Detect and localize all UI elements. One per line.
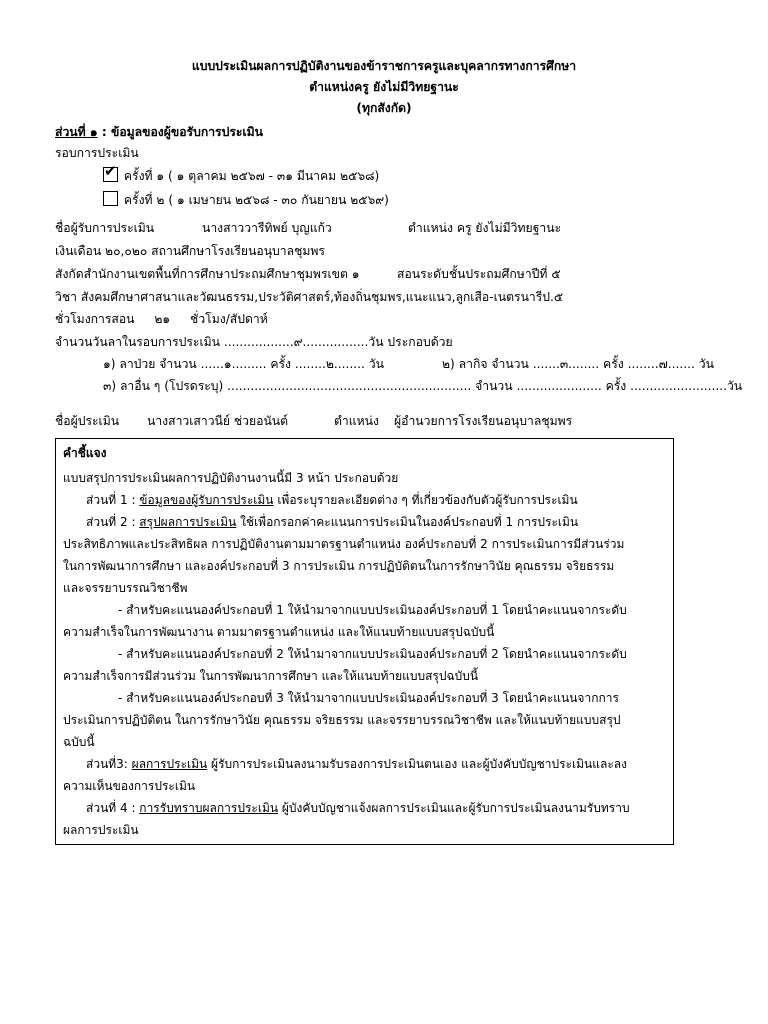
round1-text: ครั้งที่ ๑ ( ๑ ตุลาคม ๒๕๖๗ - ๓๑ มีนาคม ๒๕๖๘): [123, 169, 380, 183]
round2-checkbox[interactable]: [103, 191, 118, 206]
part2-prefix: ส่วนที่ 2 :: [86, 515, 140, 529]
round2-row: [103, 191, 389, 208]
bullet1-line-2: ความสำเร็จในการพัฒนางาน ตามมาตรฐานตำแหน่ง และให้แนบท้ายแบบสรุปฉบับนี้: [63, 625, 495, 639]
part3-line: [86, 756, 627, 772]
affiliation-line: สังกัดสำนักงานเขตพื้นที่การศึกษาประถมศึกษาชุมพรเขต ๑: [55, 267, 360, 281]
position-label: ตำแหน่ง: [408, 221, 453, 235]
round2-text: ครั้งที่ ๒ ( ๑ เมษายน ๒๕๖๘ - ๓๐ กันยายน ๒๕๖๙): [123, 193, 389, 207]
hours-unit: ชั่วโมง/สัปดาห์: [190, 312, 268, 326]
evaluatee-position: [408, 220, 561, 236]
part1-desc: เพื่อระบุรายละเอียดต่าง ๆ ที่เกี่ยวข้องกับตัวผู้รับการประเมิน: [273, 493, 578, 507]
section1-heading: [55, 124, 263, 140]
bullet2-line-2: ความสำเร็จการมีส่วนร่วม ในการพัฒนาการศึกษา และให้แนบท้ายแบบสรุปฉบับนี้: [63, 669, 479, 683]
round1-row: [103, 167, 379, 184]
part4-prefix: ส่วนที่ 4 :: [86, 801, 140, 815]
evaluator-name: นางสาวเสาวนีย์ ช่วยอนันต์: [147, 414, 289, 428]
hours-label: ชั่วโมงการสอน: [55, 312, 135, 326]
part3-desc: ผู้รับการประเมินลงนามรับรองการประเมินตนเอง และผู้บังคับบัญชาประเมินและลง: [207, 757, 627, 771]
position-value: ครู ยังไม่มีวิทยฐานะ: [456, 221, 562, 235]
instructions-intro: แบบสรุปการประเมินผลการปฏิบัติงานงานนี้มี 3 หน้า ประกอบด้วย: [63, 471, 399, 485]
part2-line: [86, 514, 578, 530]
document-position: ตำแหน่งครู ยังไม่มีวิทยฐานะ: [309, 80, 459, 94]
part4-title: การรับทราบผลการประเมิน: [139, 801, 279, 815]
section1-heading-label: ส่วนที่ ๑: [55, 125, 98, 139]
bullet1-line-1: - สำหรับคะแนนองค์ประกอบที่ 1 ให้นำมาจากแบบประเมินองค์ประกอบที่ 1 โดยนำคะแนนจากระดับ: [118, 603, 627, 617]
teaching-hours-line: [55, 311, 268, 327]
document-scope: (ทุกสังกัด): [356, 101, 412, 115]
part2-line-3: ในการพัฒนาการศึกษา และองค์ประกอบที่ 3 การประเมิน การปฏิบัติตนในการรักษาวินัย คุณธรรม จริยธรรม: [63, 559, 615, 573]
part4-desc: ผู้บังคับบัญชาแจ้งผลการประเมินและผู้รับการประเมินลงนามรับทราบ: [278, 801, 630, 815]
instructions-box: [55, 438, 674, 845]
bullet2-line-1: - สำหรับคะแนนองค์ประกอบที่ 2 ให้นำมาจากแบบประเมินองค์ประกอบที่ 2 โดยนำคะแนนจากระดับ: [118, 647, 627, 661]
evaluator-label: ชื่อผู้ประเมิน: [55, 414, 120, 428]
instructions-title: คำชี้แจง: [63, 446, 107, 460]
bullet3-line-2: ประเมินการปฏิบัติตน ในการรักษาวินัย คุณธรรม จริยธรรม และจรรยาบรรณวิชาชีพ และให้แนบท้ายแบบสรุป: [63, 713, 621, 727]
leave-personal-line: ๒) ลากิจ จำนวน .......๓........ ครั้ง ........๗....... วัน: [442, 357, 714, 371]
document-title: แบบประเมินผลการปฏิบัติงานของข้าราชการครูและบุคลากรทางการศึกษา: [191, 59, 577, 73]
part3-title: ผลการประเมิน: [131, 757, 208, 771]
part4-line-2: ผลการประเมิน: [63, 823, 139, 837]
part1-title: ข้อมูลของผู้รับการประเมิน: [139, 493, 274, 507]
round-label: รอบการประเมิน: [55, 146, 139, 160]
salary-school-line: เงินเดือน ๒๐,๐๒๐ สถานศึกษาโรงเรียนอนุบาลชุมพร: [55, 244, 325, 258]
bullet3-line-3: ฉบับนี้: [63, 735, 95, 749]
part1-prefix: ส่วนที่ 1 :: [86, 493, 140, 507]
round1-checkbox[interactable]: [103, 167, 118, 182]
teach-level: สอนระดับชั้นประถมศึกษาปีที่ ๕: [397, 267, 561, 281]
evaluatee-name: นางสาววารีทิพย์ บุญแก้ว: [202, 221, 332, 235]
evaluator-position-label: ตำแหน่ง: [334, 414, 379, 428]
part2-desc: ใช้เพื่อกรอกค่าคะแนนการประเมินในองค์ประกอบที่ 1 การประเมิน: [236, 515, 579, 529]
subject-line: วิชา สังคมศึกษาศาสนาและวัฒนธรรม,ประวัติศาสตร์,ท้องถิ่นชุมพร,แนะแนว,ลูกเสือ-เนตรนารีป.๕: [55, 290, 564, 304]
evaluator-position: ผู้อำนวยการโรงเรียนอนุบาลชุมพร: [394, 414, 573, 428]
leave-days-line: จำนวนวันลาในรอบการประเมิน ..................๙.................วัน ประกอบด้วย: [55, 335, 453, 349]
part2-title: สรุปผลการประเมิน: [139, 515, 237, 529]
leave-other-line: ๓) ลาอื่น ๆ (โปรดระบุ) ............................................................... จำนวน ...................... ครั้ง .........................วัน: [103, 379, 743, 393]
part4-line: [86, 800, 630, 816]
hours-value: ๒๑: [154, 312, 171, 326]
leave-sick-line: ๑) ลาป่วย จำนวน ......๑......... ครั้ง ........๒........ วัน: [103, 357, 384, 371]
section1-heading-text: : ข้อมูลของผู้ขอรับการประเมิน: [97, 125, 263, 139]
part3-line-2: ความเห็นของการประเมิน: [63, 779, 196, 793]
bullet3-line-1: - สำหรับคะแนนองค์ประกอบที่ 3 ให้นำมาจากแบบประเมินองค์ประกอบที่ 3 โดยนำคะแนนจากการ: [118, 691, 619, 705]
part1-line: [86, 492, 578, 508]
evaluatee-label: ชื่อผู้รับการประเมิน: [55, 221, 155, 235]
part2-line-2: ประสิทธิภาพและประสิทธิผล การปฏิบัติงานตามมาตรฐานตำแหน่ง องค์ประกอบที่ 2 การประเมินการมีส่วนร่วม: [63, 537, 625, 551]
part2-line-4: และจรรยาบรรณวิชาชีพ: [63, 581, 188, 595]
part3-prefix: ส่วนที่3:: [86, 757, 132, 771]
